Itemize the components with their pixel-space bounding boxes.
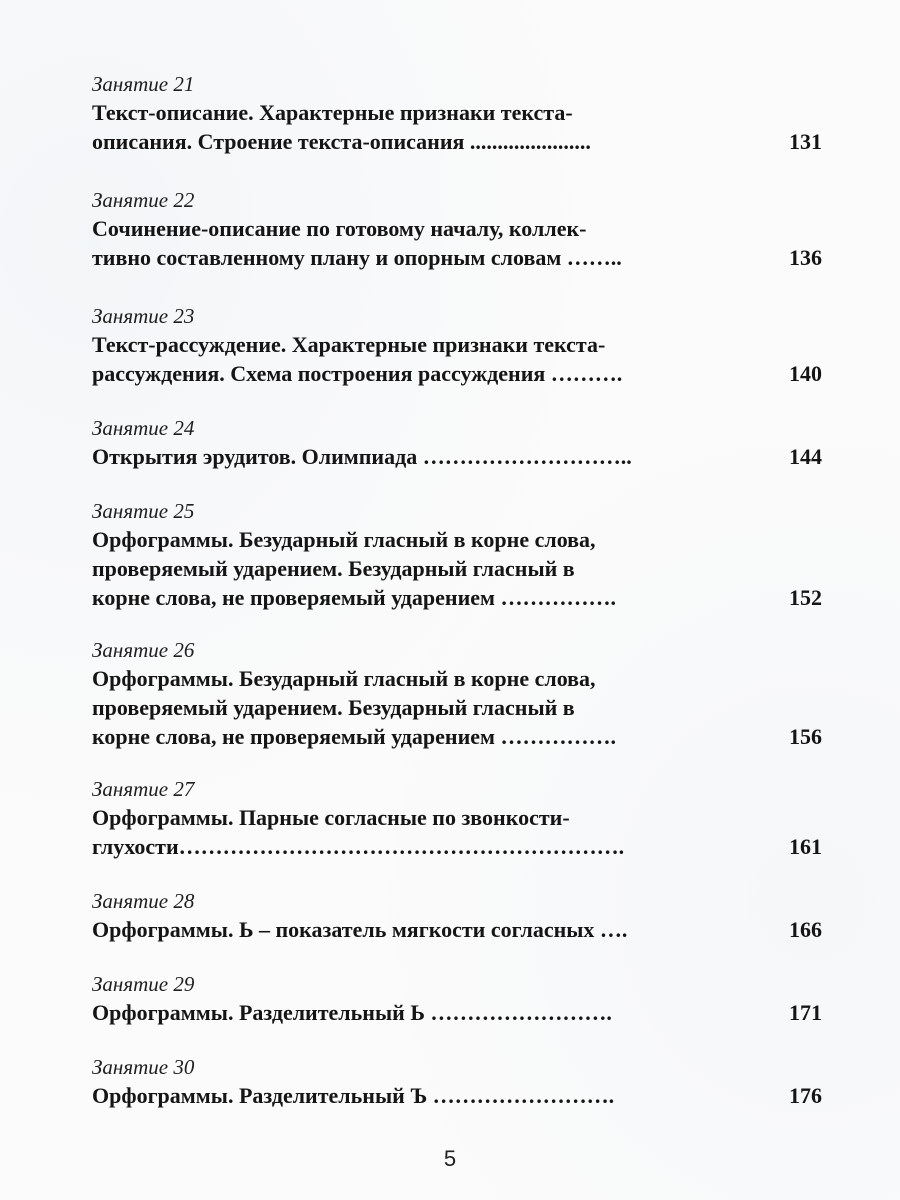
toc-entry (92, 1053, 822, 1110)
lesson-title (92, 98, 732, 156)
lesson-title-line: Текст-рассуждение. Характерные признаки текста- (92, 332, 606, 357)
lesson-label: Занятие 21 (92, 72, 195, 96)
lesson-title (92, 525, 732, 612)
lesson-title-line: Сочинение-описание по готовому началу, коллек- (92, 216, 587, 241)
lesson-label: Занятие 29 (92, 972, 195, 996)
lesson-title (92, 915, 732, 944)
lesson-title-line: Орфограммы. Разделительный Ъ ……………………. (92, 1083, 615, 1108)
page-reference: 131 (789, 129, 822, 154)
page-reference: 144 (789, 444, 822, 469)
lesson-title-line: глухости……………………………………………………. (92, 834, 625, 859)
lesson-title (92, 998, 732, 1027)
lesson-title-line: Открытия эрудитов. Олимпиада ……………………….. (92, 444, 632, 469)
page-reference: 171 (789, 1000, 822, 1025)
lesson-label: Занятие 27 (92, 777, 195, 801)
toc-entry (92, 414, 822, 471)
page-reference: 136 (789, 245, 822, 270)
toc-entry (92, 70, 822, 156)
lesson-title-line: корне слова, не проверяемый ударением ……………. (92, 724, 617, 749)
lesson-label: Занятие 23 (92, 304, 195, 328)
lesson-label: Занятие 30 (92, 1055, 195, 1079)
lesson-label: Занятие 25 (92, 499, 195, 523)
toc-entry (92, 887, 822, 944)
lesson-title-line: Орфограммы. Безударный гласный в корне слова, (92, 666, 596, 691)
lesson-title (92, 442, 732, 471)
lesson-title-line: проверяемый ударением. Безударный гласный в (92, 695, 575, 720)
toc-entry (92, 497, 822, 612)
toc-entry (92, 970, 822, 1027)
lesson-label: Занятие 24 (92, 416, 195, 440)
page-reference: 140 (789, 361, 822, 386)
page-reference: 161 (789, 834, 822, 859)
page-number: 5 (443, 1146, 457, 1171)
lesson-title-line: Текст-описание. Характерные признаки текста- (92, 100, 573, 125)
lesson-title-line: корне слова, не проверяемый ударением ……………. (92, 585, 617, 610)
lesson-title (92, 330, 732, 388)
toc-entry (92, 775, 822, 861)
lesson-title (92, 664, 732, 751)
lesson-title-line: рассуждения. Схема построения рассуждения ………. (92, 361, 623, 386)
page-reference: 176 (789, 1083, 822, 1108)
page-reference: 166 (789, 917, 822, 942)
table-of-contents (92, 70, 822, 1110)
toc-entry (92, 302, 822, 388)
lesson-title (92, 1081, 732, 1110)
lesson-title-line: Орфограммы. Безударный гласный в корне слова, (92, 527, 596, 552)
lesson-title-line: описания. Строение текста-описания ...................... (92, 129, 591, 154)
toc-entry (92, 186, 822, 272)
lesson-title-line: Орфограммы. Разделительный Ь ……………………. (92, 1000, 612, 1025)
lesson-title (92, 803, 732, 861)
lesson-title-line: проверяемый ударением. Безударный гласный в (92, 556, 575, 581)
lesson-title-line: Орфограммы. Ь – показатель мягкости согласных …. (92, 917, 628, 942)
lesson-title (92, 214, 732, 272)
lesson-label: Занятие 28 (92, 889, 195, 913)
lesson-label: Занятие 22 (92, 188, 195, 212)
lesson-label: Занятие 26 (92, 638, 195, 662)
toc-entry (92, 636, 822, 751)
lesson-title-line: тивно составленному плану и опорным словам …….. (92, 245, 622, 270)
lesson-title-line: Орфограммы. Парные согласные по звонкости- (92, 805, 570, 830)
page-reference: 152 (789, 585, 822, 610)
page-reference: 156 (789, 724, 822, 749)
